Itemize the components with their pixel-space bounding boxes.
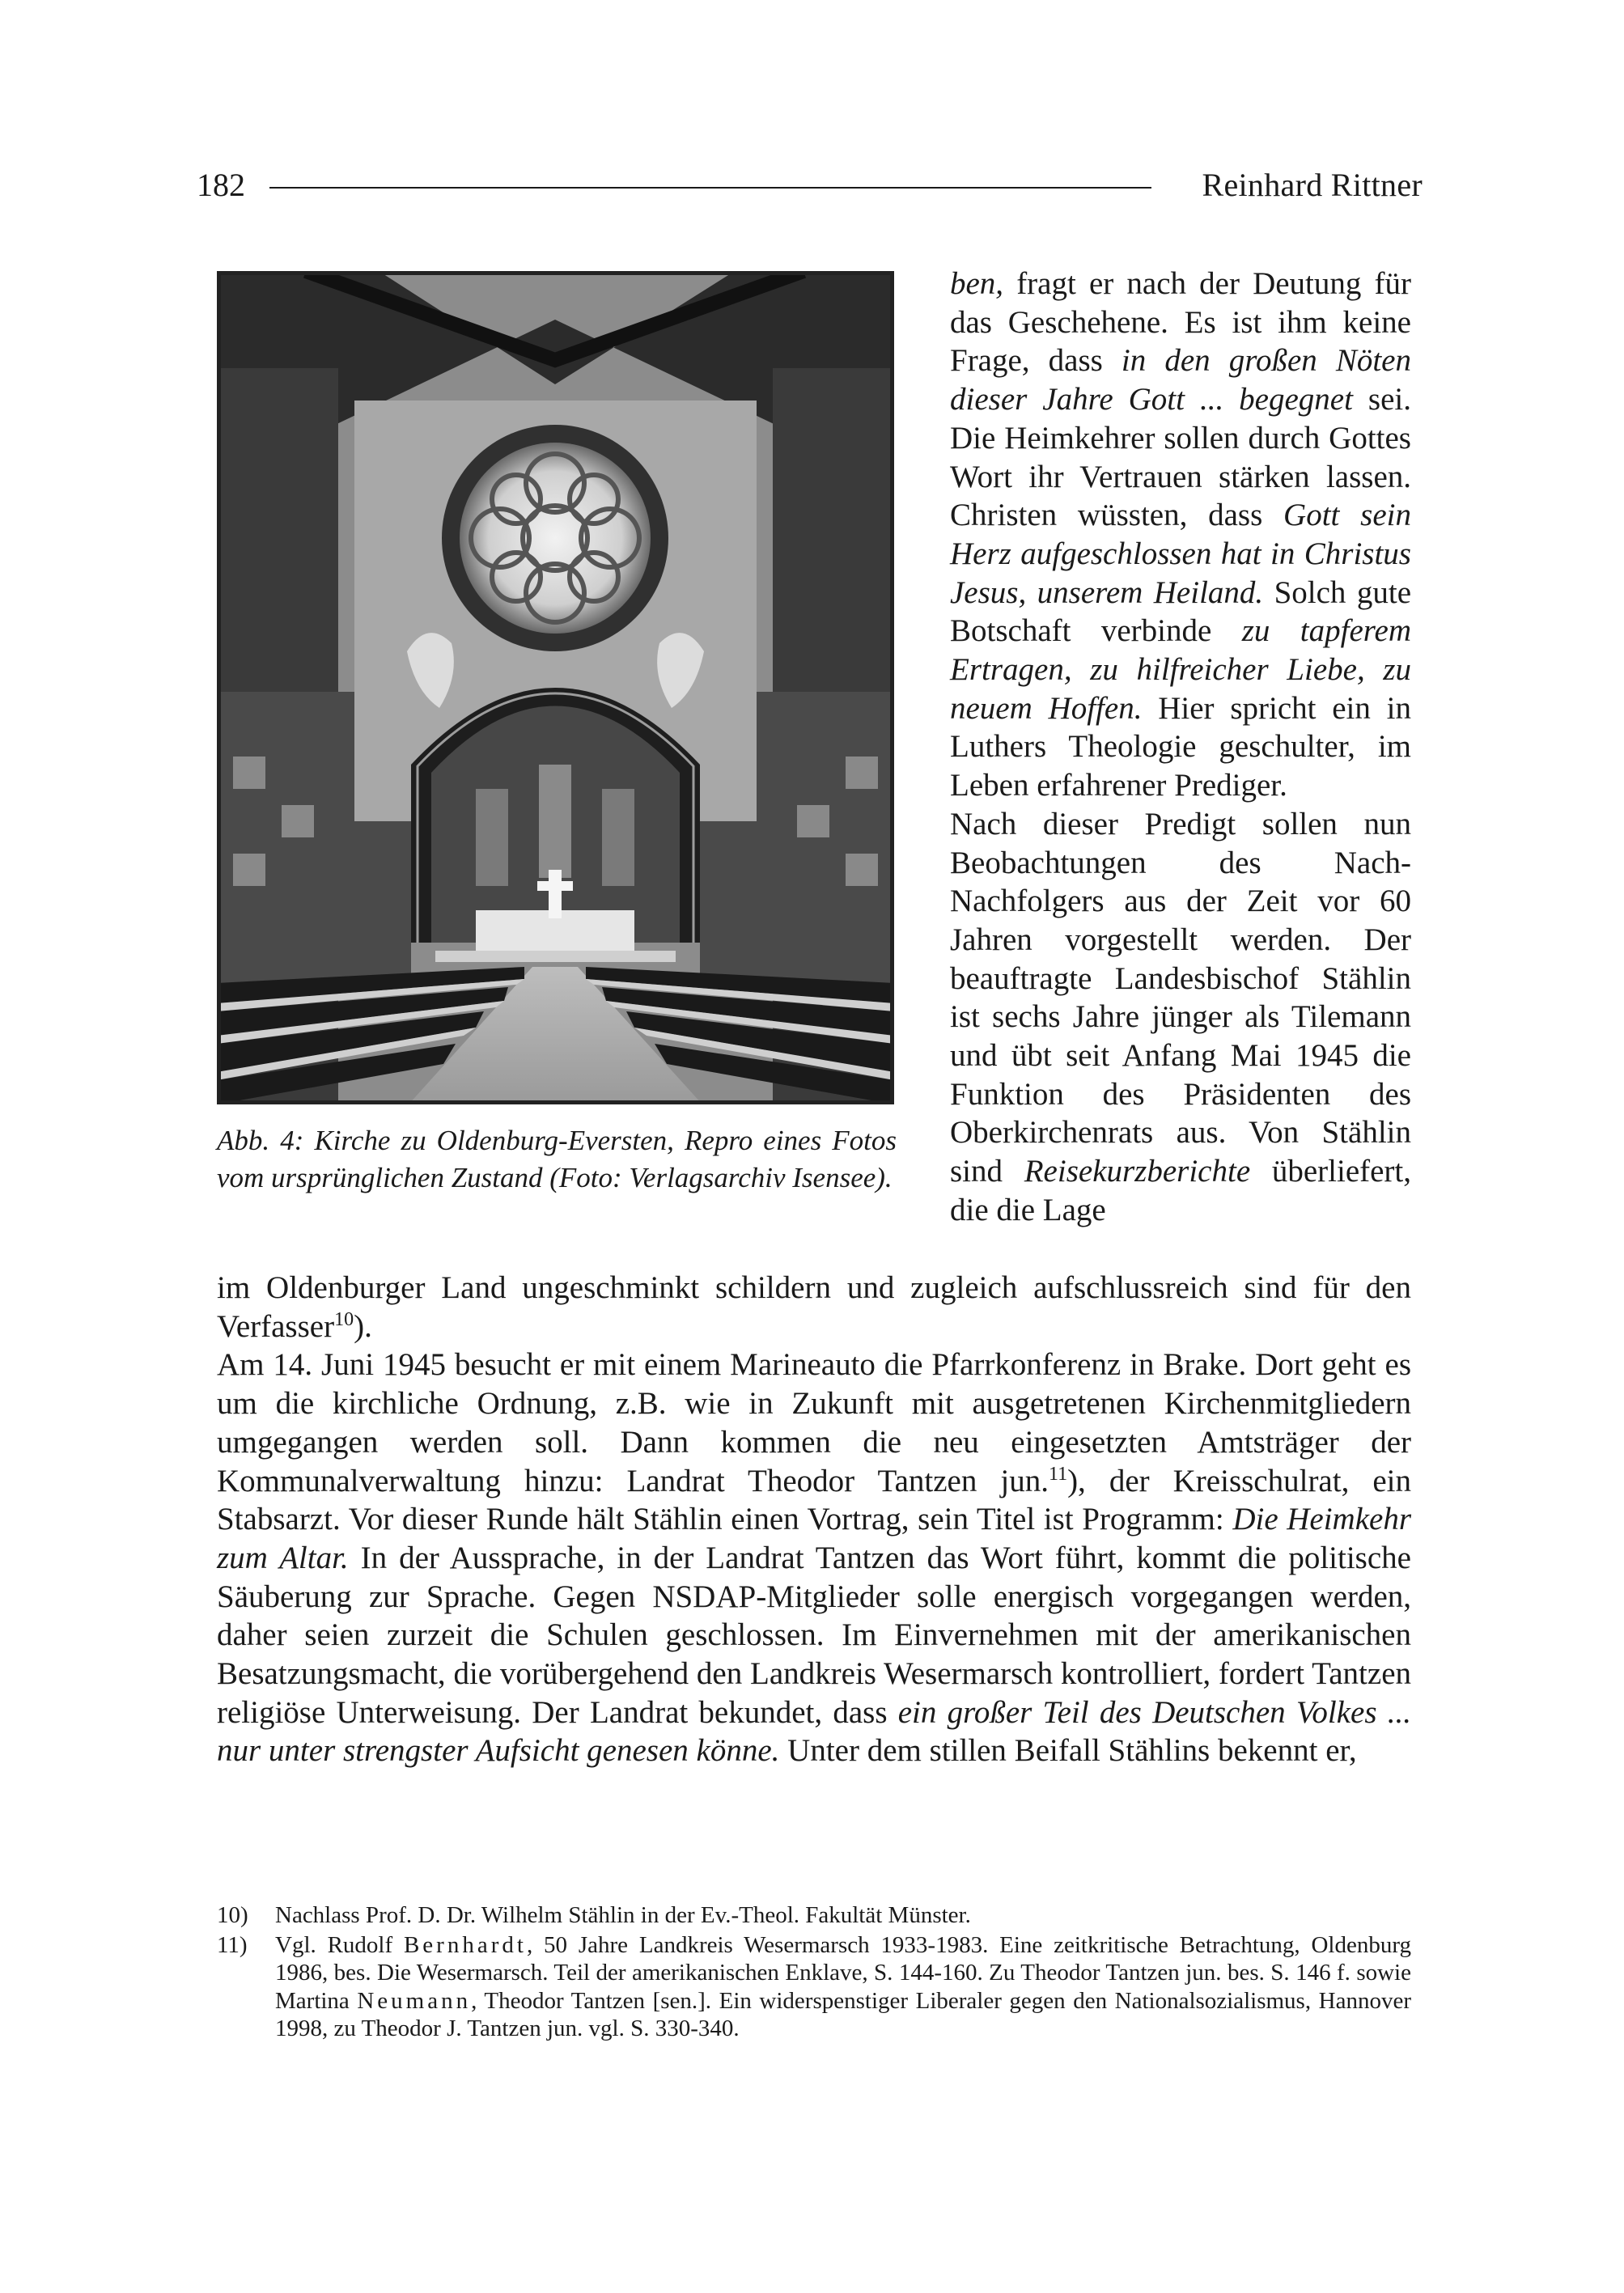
text-column-right <box>950 265 1411 1230</box>
text-run: Vgl. Rudolf <box>275 1931 404 1958</box>
text-run: ), der Kreisschulrat, ein Stabsarzt. Vor dieser Runde hält Stählin einen Vortrag, sein Titel ist Programm: <box>217 1463 1411 1537</box>
header-rule <box>269 187 1151 189</box>
text-run: Hier spricht ein in Luthers Theologie geschulter, im Leben erfahrener Prediger. <box>950 690 1411 803</box>
running-head-author: Reinhard Rittner <box>1202 167 1423 203</box>
italic-quote: Reisekurzberichte <box>1024 1154 1251 1189</box>
footnote-number: 11) <box>217 1931 248 1958</box>
footnote-reference: 11 <box>1048 1463 1068 1485</box>
page-number: 182 <box>197 167 245 203</box>
column-paragraph <box>950 805 1411 1230</box>
text-run: Nach dieser Predigt sollen nun Beobachtungen des Nach-Nachfolgers aus der Zeit vor 60 Jahren vorgestellt werden. Der beauftragte Landesbischof Stählin ist sechs Jahre jünger als Tilemann und übt seit Anfang Mai 1945 die Funktion des Präsidenten des Oberkirchenrats aus. Von Stählin sind <box>950 806 1411 1189</box>
footnotes <box>217 1901 1411 2045</box>
italic-quote: ein großer Teil des Deutschen Volkes ... nur unter strengster Aufsicht genesen könne. <box>217 1694 1411 1769</box>
text-run: fragt er nach der Deutung für das Geschehene. Es ist ihm keine Frage, dass <box>950 266 1411 379</box>
church-interior-photo <box>217 271 894 1104</box>
text-run: im Oldenburger Land ungeschminkt schildern und zugleich aufschlussreich sind für den Verfasser <box>217 1270 1411 1344</box>
figure-caption: Abb. 4: Kirche zu Oldenburg-Eversten, Repro eines Fotos vom ursprünglichen Zustand (Foto: Verlagsarchiv Isensee). <box>217 1125 897 1193</box>
text-full-width <box>217 1269 1411 1770</box>
author-name: Neumann <box>357 1987 472 2014</box>
italic-quote: in den großen Nöten dieser Jahre Gott ... begegnet <box>950 343 1411 417</box>
text-run: In der Aussprache, in der Landrat Tantzen das Wort führt, kommt die politische Säuberung zur Sprache. Gegen NSDAP-Mitglieder solle energisch vorgegangen werden, daher seien zurzeit die Schulen geschlossen. Im Einvernehmen mit der amerikanischen Besatzungsmacht, die vorübergehend den Landkreis Wesermarsch kontrolliert, fordert Tantzen religiöse Unterweisung. Der Landrat bekundet, dass <box>217 1540 1411 1730</box>
footnote-10 <box>217 1901 1411 1930</box>
text-run: , 50 Jahre Landkreis Wesermarsch 1933-1983. Eine zeitkritische Betrachtung, Oldenburg 1986, bes. Die Wesermarsch. Teil der amerikanischen Enklave, S. 144-160. Zu Theodor Tantzen jun. bes. S. 146 f. sowie Martina <box>275 1931 1411 2014</box>
footnote-text <box>275 1902 971 1928</box>
body-paragraph <box>217 1269 1411 1346</box>
italic-quote: ben, <box>950 266 1004 301</box>
column-paragraph <box>950 265 1411 805</box>
church-photo-illustration <box>217 271 894 1104</box>
author-name: Bernhardt <box>403 1931 527 1958</box>
text-run: Am 14. Juni 1945 besucht er mit einem Marineauto die Pfarrkonferenz in Brake. Dort geht es um die kirchliche Ordnung, z.B. wie in Zukunft mit ausgetretenen Kirchenmitgliedern umgegangen werden soll. Dann kommen die neu eingesetzten Amtsträger der Kommunalverwaltung hinzu: Landrat Theodor Tantzen jun. <box>217 1347 1411 1498</box>
text-run: Nachlass Prof. D. Dr. Wilhelm Stählin in der Ev.-Theol. Fakultät Münster. <box>275 1902 971 1928</box>
footnote-11 <box>217 1931 1411 2043</box>
text-run: ). <box>354 1308 372 1344</box>
running-header <box>197 163 1423 212</box>
footnote-number: 10) <box>217 1902 248 1928</box>
footnote-text <box>275 1932 1411 2042</box>
text-run: Unter dem stillen Beifall Stählins bekennt er, <box>779 1733 1357 1769</box>
text-run: Solch gute Botschaft verbinde <box>950 574 1412 649</box>
text-run: überliefert, die die Lage <box>950 1154 1411 1227</box>
footnote-reference: 10 <box>334 1308 354 1330</box>
italic-quote: zu tapferem Ertragen, zu hilfreicher Liebe, zu neuem Hoffen. <box>950 613 1411 726</box>
text-run: , Theodor Tantzen [sen.]. Ein widerspenstiger Liberaler gegen den Nationalsozialismus, Hannover 1998, zu Theodor J. Tantzen jun. vgl. S. 330-340. <box>275 1987 1411 2041</box>
italic-quote: Die Heimkehr zum Altar. <box>217 1502 1412 1575</box>
body-paragraph <box>217 1346 1411 1770</box>
text-run: sei. Die Heimkehrer sollen durch Gottes Wort ihr Vertrauen stärken lassen. Christen wüssten, dass <box>950 382 1411 533</box>
italic-quote: Gott sein Herz aufgeschlossen hat in Christus Jesus, unserem Heiland. <box>950 498 1411 610</box>
